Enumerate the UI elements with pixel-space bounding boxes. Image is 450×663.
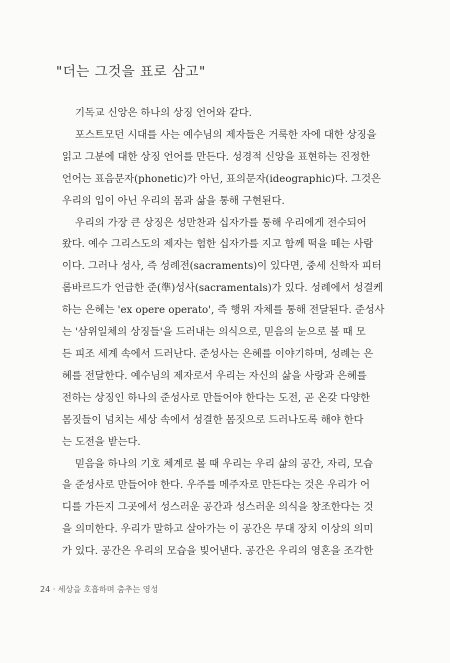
text-line: 든 피조 세계 속에서 드러난다. 준성사는 은혜를 이야기하며, 성례는 은 — [62, 348, 374, 360]
text-line: 몸짓들이 넘치는 세상 속에서 성결한 몸짓으로 드러나도록 해야 한다 — [62, 414, 364, 426]
text-line: 하는 은혜는 'ex opere operato', 즉 행위 자체를 통해 전달된다. 준성사 — [62, 305, 385, 317]
text-line: 혜를 전달한다. 예수님의 제자로서 우리는 자신의 삶을 사랑과 은혜를 — [62, 370, 367, 382]
paragraph-1 — [62, 103, 374, 125]
text-line: 언어는 표음문자(phonetic)가 아닌, 표의문자(ideographic)다. 그것은 — [62, 173, 381, 185]
text-line: 기독교 신앙은 하나의 상징 언어와 같다. — [75, 108, 252, 119]
text-line: 을 의미한다. 우리가 말하고 살아가는 이 공간은 무대 장치 이상의 의미 — [62, 524, 374, 536]
text-line: 왔다. 예수 그리스도의 제자는 험한 십자가를 지고 함께 떡을 떼는 사람 — [62, 239, 374, 251]
text-line: 디를 가든지 그곳에서 성스러운 공간과 성스러운 의식을 창조한다는 것 — [62, 502, 374, 514]
text-line: 우리의 입이 아닌 우리의 몸과 삶을 통해 구현된다. — [62, 195, 285, 207]
text-line: 는 도전을 받는다. — [62, 436, 141, 448]
text-line: 는 '삼위일체의 상징들'을 드러내는 의식으로, 믿음의 눈으로 볼 때 모 — [62, 327, 366, 339]
paragraph-4 — [62, 454, 374, 564]
text-line: 롬바르드가 언급한 준(準)성사(sacramentals)가 있다. 성례에서 성결케 — [62, 283, 384, 295]
text-line: 이다. 그러나 성사, 즉 성례전(sacraments)이 있다면, 중세 신학자 피터 — [62, 261, 382, 273]
text-line: 읽고 그분에 대한 상징 언어를 만든다. 성경적 신앙을 표현하는 진정한 — [62, 151, 370, 163]
text-line: 전하는 상징인 하나의 준성사로 만들어야 한다는 도전, 곧 온갖 다양한 — [62, 392, 370, 404]
text-line: 포스트모던 시대를 사는 예수님의 제자들은 거룩한 자에 대한 상징을 — [75, 129, 377, 141]
paragraph-3 — [62, 213, 385, 454]
paragraph-2 — [62, 125, 381, 213]
text-line: 우리의 가장 큰 상징은 성만찬과 십자가를 통해 우리에게 전수되어 — [75, 217, 367, 229]
text-line: 믿음을 하나의 기호 체계로 볼 때 우리는 우리 삶의 공간, 자리, 모습 — [75, 458, 373, 470]
text-line: 을 준성사로 만들어야 한다. 우주를 메주자로 만든다는 것은 우리가 어 — [62, 480, 370, 492]
text-line: 가 있다. 공간은 우리의 모습을 빚어낸다. 공간은 우리의 영혼을 조각한 — [62, 546, 374, 558]
section-heading: "더는 그것을 표로 삼고" — [56, 64, 206, 80]
page-footer: 24 · 세상을 호흡하며 춤추는 영성 — [40, 585, 159, 594]
body-text — [62, 103, 385, 563]
